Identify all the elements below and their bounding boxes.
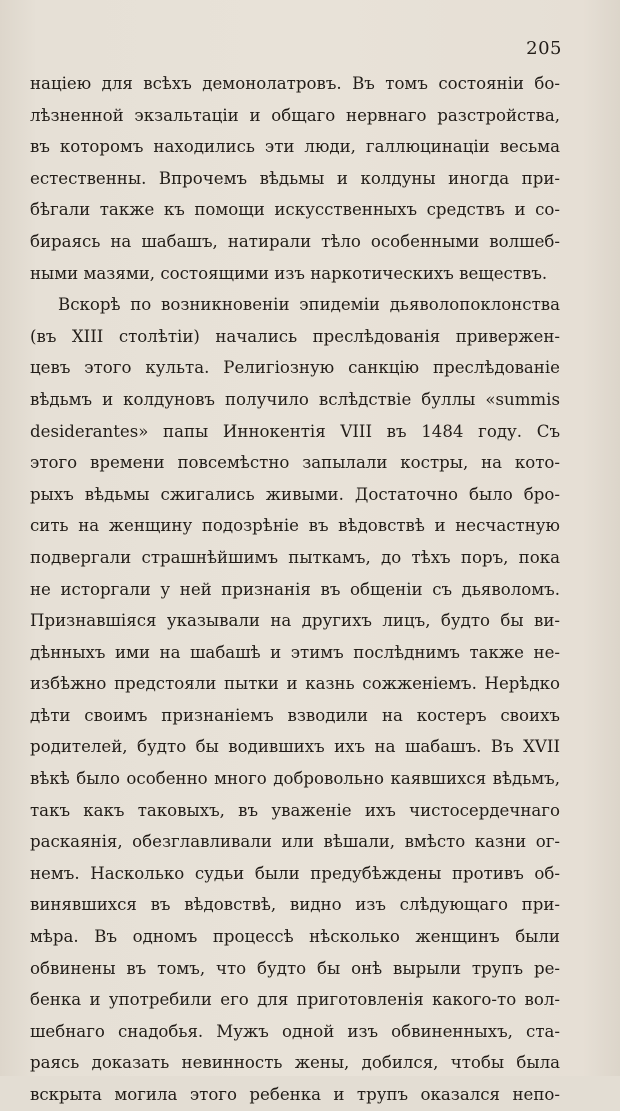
text-line: бѣгали также къ помощи искусственныхъ средствъ и со-: [30, 200, 560, 220]
text-line: (въ XIII столѣтiи) начались преслѣдованiя привержен-: [30, 326, 560, 346]
text-line: вѣдьмъ и колдуновъ получило вслѣдствiе буллы «summis: [30, 389, 560, 409]
text-line: раясь доказать невинность жены, добился, чтобы была: [30, 1053, 560, 1073]
text-line: бенка и употребили его для приготовленiя какого-то вол-: [30, 990, 560, 1010]
text-line: ными мазями, состоящими изъ наркотическихъ веществъ.: [30, 263, 548, 283]
text-line: Вскорѣ по возникновенiи эпидемiи дьяволопоклонства: [58, 295, 560, 315]
text-line: естественны. Впрочемъ вѣдьмы и колдуны иногда при-: [30, 168, 560, 188]
text-line: этого времени повсемѣстно запылали костры, на кото-: [30, 453, 560, 473]
text-line: избѣжно предстояли пытки и казнь сожженiемъ. Нерѣдко: [30, 674, 560, 694]
body-text: [30, 68, 560, 1111]
paragraph-2: [30, 289, 560, 1110]
text-line: подвергали страшнѣйшимъ пыткамъ, до тѣхъ поръ, пока: [30, 547, 560, 567]
text-line: бираясь на шабашъ, натирали тѣло особенными волшеб-: [30, 231, 560, 251]
text-line: мѣра. Въ одномъ процессѣ нѣсколько женщинъ были: [30, 927, 560, 947]
text-line: нацiею для всѣхъ демонолатровъ. Въ томъ состоянiи бо-: [30, 74, 560, 93]
text-line: не исторгали у ней признанiя въ общенiи съ дьяволомъ.: [30, 579, 560, 599]
text-line: обвинены въ томъ, что будто бы онѣ вырыли трупъ ре-: [30, 958, 560, 978]
text-line: цевъ этого культа. Религiозную санкцiю преслѣдованiе: [30, 358, 560, 378]
text-line: родителей, будто бы водившихъ ихъ на шабашъ. Въ XVII: [30, 737, 560, 757]
text-line: дѣти своимъ признанiемъ взводили на костеръ своихъ: [30, 705, 560, 725]
text-line: немъ. Насколько судьи были предубѣждены противъ об-: [30, 863, 560, 883]
page-number: 205: [526, 38, 562, 59]
paragraph-1: [30, 68, 560, 289]
text-line: лѣзненной экзальтацiи и общаго нервнаго разстройства,: [30, 105, 560, 125]
text-line: вѣкѣ было особенно много добровольно каявшихся вѣдьмъ,: [30, 769, 560, 789]
text-line: Признавшiяся указывали на другихъ лицъ, будто бы ви-: [30, 611, 560, 631]
text-line: рыхъ вѣдьмы сжигались живыми. Достаточно было бро-: [30, 484, 560, 504]
text-line: вскрыта могила этого ребенка и трупъ оказался непо-: [30, 1085, 560, 1104]
text-line: раскаянiя, обезглавливали или вѣшали, вмѣсто казни ог-: [30, 832, 560, 852]
text-line: дѣнныхъ ими на шабашѣ и этимъ послѣднимъ также не-: [30, 642, 560, 662]
text-line: винявшихся въ вѣдовствѣ, видно изъ слѣдующаго при-: [30, 895, 560, 915]
text-line: въ которомъ находились эти люди, галлюцинацiи весьма: [30, 137, 560, 157]
text-line: такъ какъ таковыхъ, въ уваженiе ихъ чистосердечнаго: [30, 800, 560, 820]
text-line: desiderantes» папы Иннокентiя VIII въ 1484 году. Съ: [30, 421, 560, 441]
text-line: шебнаго снадобья. Мужъ одной изъ обвиненныхъ, ста-: [30, 1021, 560, 1041]
text-line: сить на женщину подозрѣнiе въ вѣдовствѣ и несчастную: [30, 516, 560, 536]
